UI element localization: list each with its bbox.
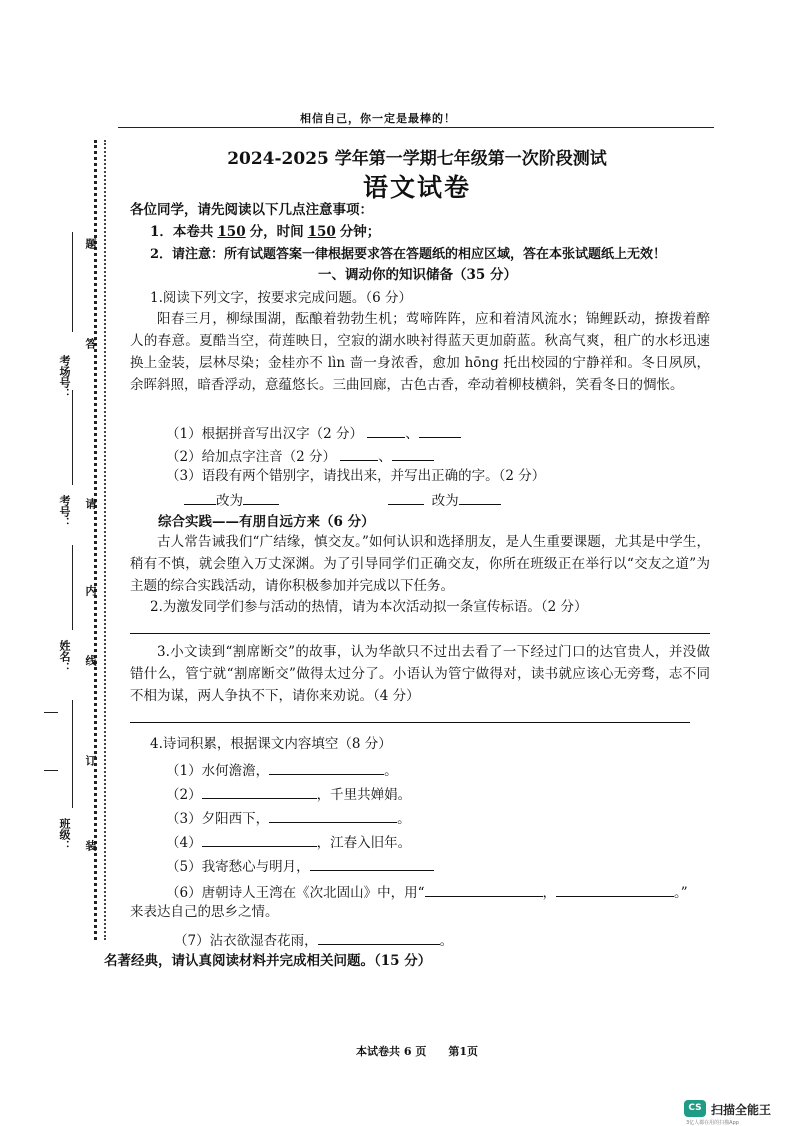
seal-char-3: 请	[84, 498, 97, 509]
q4-line-6: （6）唐朝诗人王湾在《次北固山》中，用“ ， 。”	[166, 885, 688, 901]
room-no-field[interactable]	[72, 232, 73, 332]
answer-blank[interactable]	[318, 932, 440, 945]
q3-prompt: 3.小文读到“割席断交”的故事，认为华歆只不过出去看了一下经过门口的达官贵人，并没做错什么，管宁就“割席断交”做得太过分了。小语认为管宁做得对，读书就应该心无旁骛，志不同不相为谋，两人争执不下，请你来劝说。（4 分）	[130, 644, 710, 704]
answer-blank[interactable]	[184, 492, 216, 505]
seal-char-4: 内	[84, 585, 97, 596]
seal-char-5: 线	[84, 655, 97, 666]
seal-char-6: 订	[84, 755, 97, 766]
answer-blank[interactable]	[202, 786, 317, 799]
q4-prompt: 4.诗词积累，根据课文内容填空（8 分）	[150, 736, 392, 752]
exam-subtitle: 语文试卷	[362, 173, 471, 202]
scanner-logo-icon: CS	[684, 1100, 706, 1117]
answer-blank[interactable]	[392, 448, 434, 461]
exam-no-field[interactable]	[72, 390, 73, 485]
seal-char-2: 答	[84, 338, 97, 349]
label-name: 姓名：	[58, 640, 71, 673]
answer-blank[interactable]	[340, 448, 378, 461]
label-room-no: 考场号：	[58, 355, 71, 399]
dotted-binding-line	[94, 140, 97, 940]
answer-blank[interactable]	[202, 834, 317, 847]
q4-line-4: （4） ，江春入旧年。	[166, 835, 412, 851]
label-class: 班级：	[58, 818, 71, 851]
answer-blank[interactable]	[243, 492, 279, 505]
section2-heading: 名著经典，请认真阅读材料并完成相关问题。（15 分）	[104, 953, 432, 969]
scanner-tagline: 3亿人都在用的扫描App	[686, 1120, 739, 1126]
dotted-binding-line-inner	[104, 140, 106, 940]
q4-line-6-cont: 来表达自己的思乡之情。	[130, 904, 279, 920]
answer-blank[interactable]	[459, 492, 501, 505]
seal-char-1: 题	[84, 238, 97, 249]
q1-prompt: 1.阅读下列文字，按要求完成问题。（6 分）	[150, 290, 413, 306]
q4-line-1: （1）水何澹澹， 。	[166, 763, 398, 779]
answer-blank[interactable]	[425, 884, 543, 897]
instruction-item-2: 2．请注意：所有试题答案一律根据要求答在答题纸的相应区域，答在本张试题纸上无效！	[150, 247, 667, 262]
q3-answer-line[interactable]	[130, 722, 690, 723]
instruction-item-1: 1．本卷共 150 分，时间 150 分钟；	[150, 224, 381, 240]
margin-mark	[44, 770, 58, 771]
practice-heading: 综合实践——有朋自远方来（6 分）	[158, 514, 375, 530]
class-field[interactable]	[72, 700, 73, 808]
answer-blank[interactable]	[310, 858, 434, 871]
answer-blank[interactable]	[269, 762, 384, 775]
answer-blank[interactable]	[388, 492, 424, 505]
answer-blank[interactable]	[367, 425, 405, 438]
page-footer: 本试卷共 6 页 第1页	[356, 1045, 478, 1058]
name-field[interactable]	[72, 545, 73, 630]
q1-passage: 阳春三月，柳绿围湖，酝酿着勃勃生机；莺啼阵阵，应和着清风流水；锦鲤跃动，撩拨着醉人的春意。夏酷当空，荷莲映日，空寂的湖水映衬得蓝天更加蔚蓝。秋高气爽，租广的水杉迅速换上金装，层林尽染；金桂亦不 lìn 啬一身浓香，愈加 hōng 托出校园的宁静祥和。冬日夙夙，余晖斜照，暗香浮动，意蕴悠长。三曲回廊，古色古香，牵动着柳枝横斜，笑看冬日的惆怅。	[130, 311, 710, 393]
q1-correction-row: 改为 改为	[184, 492, 501, 509]
q2-answer-line[interactable]	[130, 633, 710, 634]
label-exam-no: 考号：	[58, 495, 71, 528]
instructions-intro: 各位同学，请先阅读以下几点注意事项：	[130, 202, 373, 218]
scanner-app-name: 扫描全能王	[711, 1103, 772, 1117]
q4-line-2: （2） ，千里共婵娟。	[166, 787, 412, 803]
section1-heading: 一、调动你的知识储备（35 分）	[318, 267, 517, 283]
seal-char-7: 装	[84, 840, 97, 851]
practice-passage: 古人常告诫我们“广结缘，慎交友。”如何认识和选择朋友，是人生重要课题，尤其是中学生，稍有不慎，就会堕入万丈深渊。为了引导同学们正确交友，你所在班级正在举行以“交友之道”为主题的综合实践活动，请你积极参加并完成以下任务。	[130, 534, 710, 594]
q1-sub1: （1）根据拼音写出汉字（2 分） 、	[166, 425, 461, 442]
header-motto: 相信自己，你一定是最棒的！	[300, 112, 456, 125]
q4-line-5: （5）我寄愁心与明月，	[166, 858, 434, 875]
q4-line-7: （7）沾衣欲湿杏花雨， 。	[174, 933, 454, 949]
q4-line-3: （3）夕阳西下， 。	[166, 811, 411, 827]
q2-prompt: 2.为激发同学们参与活动的热情，请为本次活动拟一条宣传标语。（2 分）	[150, 599, 588, 615]
answer-blank[interactable]	[269, 810, 397, 823]
exam-title: 2024-2025 学年第一学期七年级第一次阶段测试	[227, 149, 607, 169]
answer-blank[interactable]	[556, 884, 674, 897]
q1-sub2: （2）给加点字注音（2 分） 、	[166, 448, 434, 465]
margin-mark	[44, 712, 58, 713]
header-rule	[118, 127, 714, 128]
answer-blank[interactable]	[419, 425, 461, 438]
q1-sub3: （3）语段有两个错别字，请找出来，并写出正确的字。（2 分）	[166, 468, 546, 484]
